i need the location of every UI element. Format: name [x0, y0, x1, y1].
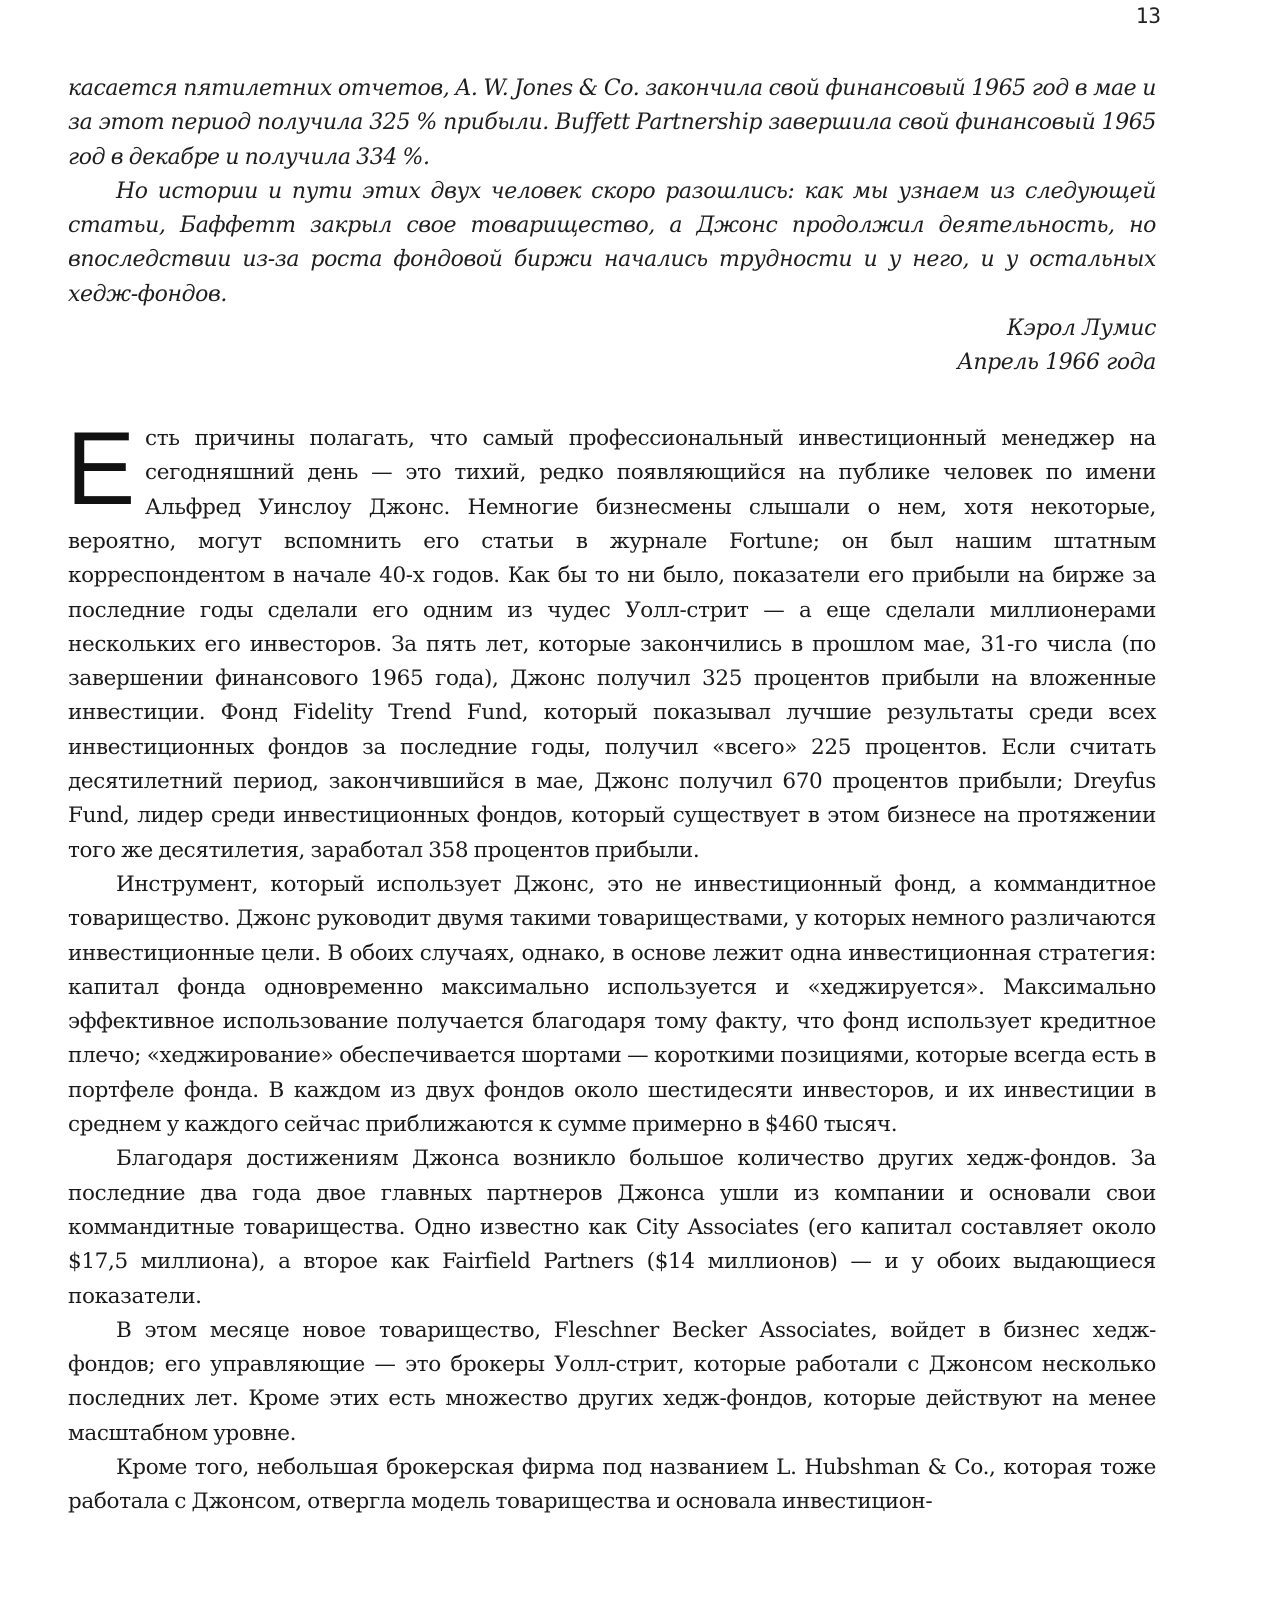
signature	[68, 312, 1156, 380]
editor-note	[68, 72, 1156, 380]
intro-paragraph-2: Но истории и пути этих двух человек скоро разошлись: как мы узнаем из следующей статьи, Баффетт закрыл свое товарищество, а Джонс продолжил деятельность, но впоследствии из-за роста фондовой биржи начались трудности и у него, и у остальных хедж-фондов.	[68, 178, 1156, 307]
signature-date: Апрель 1966 года	[957, 350, 1156, 376]
article-paragraph-4: В этом месяце новое товарищество, Fleschner Becker Associates, войдет в бизнес хедж-фондов; его управляющие — это брокеры Уолл-стрит, которые работали с Джонсом несколько последних лет. Кроме этих есть множество других хедж-фондов, которые действуют на менее масштабном уровне.	[68, 1317, 1156, 1446]
article-body	[66, 411, 1156, 1520]
article-paragraph-1	[66, 411, 1156, 868]
drop-cap: Е	[66, 411, 136, 528]
first-paragraph-text: сть причины полагать, что самый профессиональный инвестиционный менеджер на сегодняшний день — это тихий, редко появляющийся на публике человек по имени Альфред Уинслоу Джонс. Немногие бизнесмены слышали о нем, хотя некоторые, вероятно, могут вспомнить его статьи в журнале Fortune; он был нашим штатным корреспондентом в начале 40-х годов. Как бы то ни было, показатели его прибыли на бирже за последние годы сделали его одним из чудес Уолл-стрит — а еще сделали миллионерами нескольких его инвесторов. За пять лет, которые закончились в прошлом мае, 31-го числа (по завершении финансового 1965 года), Джонс получил 325 процентов прибыли на вложенные инвестиции. Фонд Fidelity Trend Fund, который показывал лучшие результаты среди всех инвестиционных фондов за последние годы, получил «всего» 225 процентов. Если считать десятилетний период, закончившийся в мае, Джонс получил 670 процентов прибыли; Dreyfus Fund, лидер среди инвестиционных фондов, который существует в этом бизнесе на протяжении того же десятилетия, заработал 358 процентов прибыли.	[68, 426, 1156, 863]
page-number: 13	[1135, 4, 1161, 28]
article-paragraph-3: Благодаря достижениям Джонса возникло большое количество других хедж-фондов. За последние два года двое главных партнеров Джонса ушли из компании и основали свои коммандитные товарищества. Одно известно как City Associates (его капитал составляет около $17,5 миллиона), а второе как Fairfield Partners ($14 миллионов) — и у обоих выдающиеся показатели.	[68, 1146, 1156, 1309]
author-name: Кэрол Лумис	[1006, 316, 1156, 342]
article-paragraph-2: Инструмент, который использует Джонс, это не инвестиционный фонд, а коммандитное товарищество. Джонс руководит двумя такими товариществами, у которых немного различаются инвестиционные цели. В обоих случаях, однако, в основе лежит одна инвестиционная стратегия: капитал фонда одновременно максимально используется и «хеджируется». Максимально эффективное использование получается благодаря тому факту, что фонд использует кредитное плечо; «хеджирование» обеспечивается шортами — короткими позициями, которые всегда есть в портфеле фонда. В каждом из двух фондов около шестидесяти инвесторов, и их инвестиции в среднем у каждого сейчас приближаются к сумме примерно в $460 тысяч.	[68, 871, 1156, 1138]
intro-paragraph-1: касается пятилетних отчетов, A. W. Jones & Co. закончила свой финансовый 1965 год в мае и за этот период получила 325 % прибыли. Buffett Partnership завершила свой финансовый 1965 год в декабре и получила 334 %.	[68, 76, 1156, 170]
article-paragraph-5: Кроме того, небольшая брокерская фирма под названием L. Hubshman & Co., которая тоже работала с Джонсом, отвергла модель товарищества и основала инвестицион-	[68, 1454, 1156, 1515]
page-content	[68, 72, 1156, 1520]
